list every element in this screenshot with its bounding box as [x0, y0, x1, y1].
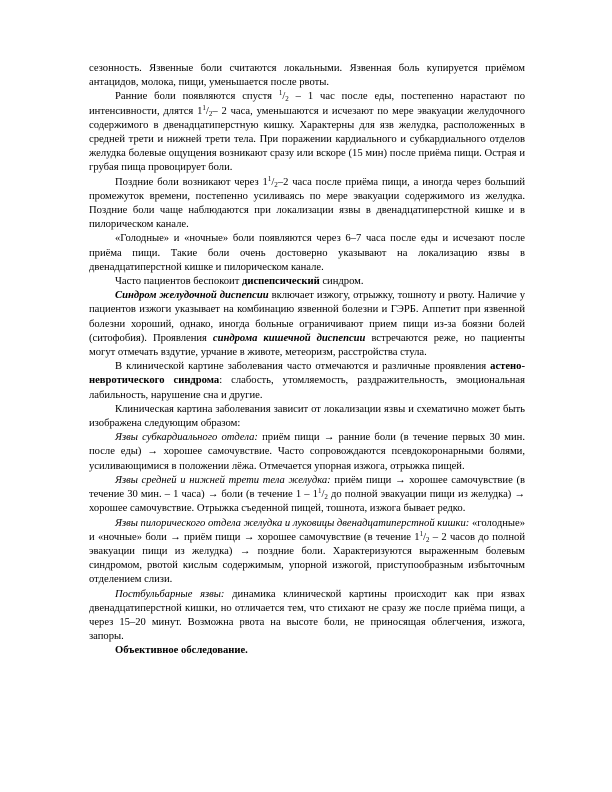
- text-run: встречаются реже, но пациенты могут отмечать вздутие, урчание в животе, метеоризм, расстройства стула.: [89, 332, 525, 359]
- paragraph: [89, 474, 525, 517]
- text-run: /: [205, 105, 209, 117]
- text-run: /: [282, 91, 286, 103]
- text-run: приём пищи → ранние боли (в течение первых 30 мин. после еды) → хорошее самочувствие. Часто сопровождаются псевдокоронарными болями, усиливающимися в положении лёжа. Отмечается упорная изжога, отрыжка пищей.: [89, 432, 525, 472]
- text-sub: 2: [285, 95, 289, 104]
- text-it: Постбульбарные язвы:: [115, 588, 225, 600]
- text-run: : слабость, утомляемость, раздражительность, эмоциональная лабильность, нарушение сна и другие.: [89, 375, 525, 401]
- text-run: Часто пациентов беспокоит: [115, 276, 242, 288]
- paragraph: [89, 176, 525, 233]
- text-sup: 1: [419, 529, 424, 538]
- text-b: Объективное обследование.: [115, 645, 248, 657]
- paragraph: [89, 588, 525, 645]
- text-run: –2 часа после приёма пищи, а иногда через больший промежуток времени, постепенно усиливаясь по мере эвакуации содержимого из желудка. Поздние боли чаще наблюдаются при локализации язвы в двенадцатиперстной кишке и в пилорическом канале.: [89, 176, 525, 231]
- paragraph: [89, 360, 525, 403]
- text-run: /: [423, 531, 427, 543]
- text-run: – 2 часов до полной эвакуации пищи из желудка) → поздние боли. Характеризуются выраженным болевым синдромом, рвотой кислым содержимым, упорной изжогой, приступообразным избыточным отделением слизи.: [89, 531, 525, 586]
- text-sub: 2: [274, 180, 278, 189]
- paragraph: [89, 431, 525, 474]
- text-run: Поздние боли возникают через 1: [115, 176, 268, 188]
- text-run: /: [321, 489, 325, 501]
- text-run: до полной эвакуации пищи из желудка) → хорошее самочувствие. Отрыжка съеденной пищей, тошнота, изжога бывает редко.: [89, 489, 525, 515]
- paragraph: [89, 517, 525, 588]
- text-b: диспепсический: [241, 276, 320, 288]
- text-run: – 1 час после еды, постепенно нарастают по интенсивности, длятся 1: [89, 91, 525, 117]
- text-sup: 1: [317, 487, 322, 496]
- text-sub: 2: [208, 109, 213, 118]
- text-bi: синдрома кишечной диспепсии: [212, 332, 366, 344]
- text-run: сезонность. Язвенные боли считаются локальными. Язвенная боль купируется приёмом антацидов, молока, пищи, уменьшается после рвоты.: [89, 63, 525, 89]
- paragraph: [89, 275, 525, 289]
- text-run: Ранние боли появляются спустя: [115, 91, 279, 103]
- text-it: Язвы субкардиального отдела:: [115, 432, 258, 444]
- text-run: приём пищи → хорошее самочувствие (в течение 30 мин. – 1 часа) → боли (в течение 1 – 1: [89, 474, 525, 501]
- text-run: включает изжогу, отрыжку, тошноту и рвоту. Наличие у пациентов изжоги указывает на комбинацию язвенной болезни и ГЭРБ. Аппетит при язвенной болезни хороший, однако, иногда больные ограничивают прием пищи из-за боязни болей (ситофобия). Проявления: [89, 290, 525, 344]
- text-run: В клинической картине заболевания часто отмечаются и различные проявления: [115, 361, 491, 373]
- paragraph: [89, 232, 525, 275]
- text-sup: 1: [202, 103, 206, 112]
- text-run: – 2 часа, уменьшаются и исчезают по мере эвакуации желудочного содержимого в двенадцатиперстную кишку. Характерны для язв желудка, расположенных в средней трети и нижней трети тела. При поражении кардиального и субкардиального отделов желудка болевые ощущения возникают сразу или вскоре (15 мин) после приёма пищи. Острая и грубая пища провоцирует боли.: [89, 105, 525, 174]
- text-sub: 2: [426, 535, 430, 544]
- text-run: синдром.: [319, 276, 364, 288]
- paragraph: [89, 90, 525, 175]
- text-it: Язвы средней и нижней трети тела желудка:: [115, 474, 331, 486]
- document-page: [89, 62, 525, 659]
- text-sup: 1: [278, 89, 283, 98]
- text-bi: Синдром желудочной диспепсии: [115, 290, 269, 302]
- text-b: астено-невротического синдрома: [89, 361, 525, 387]
- text-sub: 2: [324, 493, 328, 502]
- paragraph: [89, 403, 525, 431]
- text-run: динамика клинической картины происходит как при язвах двенадцатиперстной кишки, но отличается тем, что стихают не сразу же после приёма пищи, а через 15–20 минут. Возможна рвота на высоте боли, не приносящая облегчения, изжога, запоры.: [89, 588, 526, 643]
- text-run: Клиническая картина заболевания зависит от локализации язвы и схематично может быть изображена следующим образом:: [89, 403, 525, 430]
- text-sup: 1: [267, 174, 272, 183]
- paragraph: [89, 62, 525, 90]
- text-run: «Голодные» и «ночные» боли появляются через 6–7 часа после еды и исчезают после приёма пищи. Такие боли очень достоверно указывают на локализацию язвы в двенадцатиперстной кишке и пилорическом канале.: [89, 233, 525, 273]
- paragraph: [89, 289, 525, 360]
- text-run: /: [271, 176, 275, 188]
- text-it: Язвы пилорического отдела желудка и луковицы двенадцатиперстной кишки:: [115, 517, 470, 529]
- text-run: «голодные» и «ночные» боли → приём пищи → хорошее самочувствие (в течение 1: [89, 517, 525, 543]
- paragraph: [89, 644, 525, 658]
